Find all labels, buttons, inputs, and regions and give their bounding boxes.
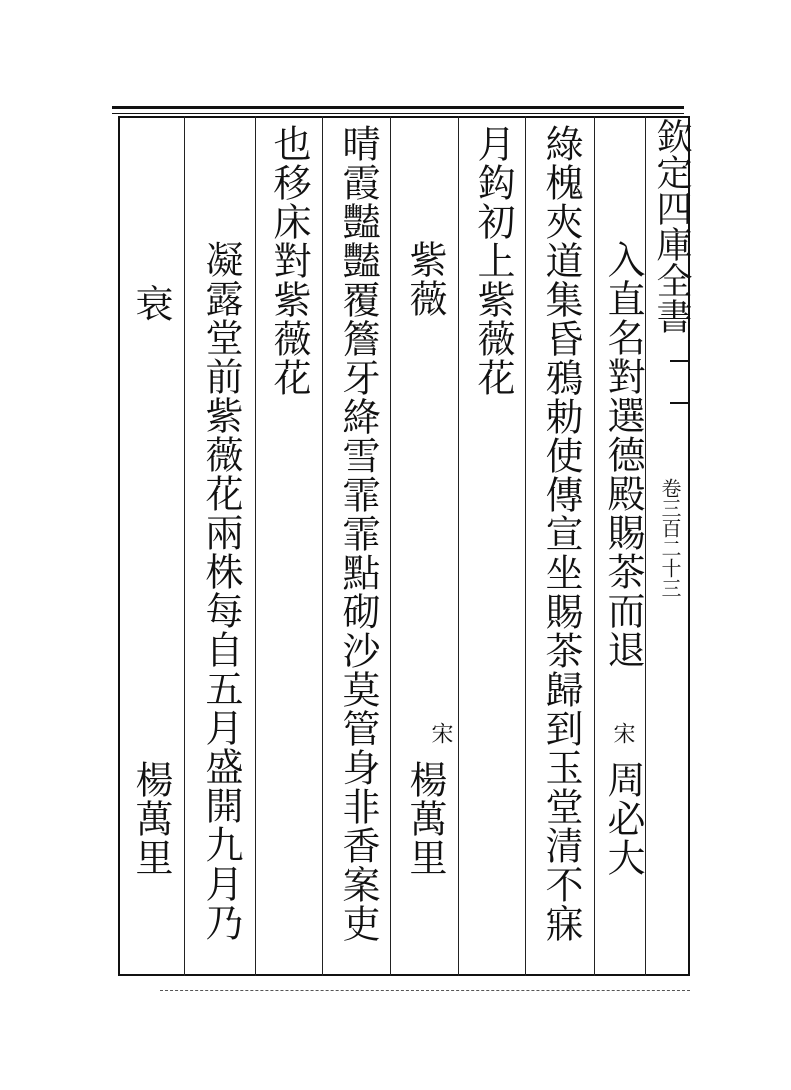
- scan-noise: [160, 990, 690, 997]
- book-title: 欽定四庫全書: [651, 118, 692, 334]
- fish-tail-mark: [670, 360, 690, 404]
- poem-line-1: 綠槐夾道集昏鴉勅使傳宣坐賜茶歸到玉堂清不寐: [539, 124, 583, 943]
- top-rule-thin: [112, 113, 684, 114]
- column-divider: [458, 116, 459, 976]
- author-2: 楊萬里: [403, 760, 447, 877]
- column-divider: [322, 116, 323, 976]
- poem-title-2: 紫薇: [403, 240, 447, 318]
- dynasty-1: 宋: [610, 722, 635, 745]
- poem-line-2: 月鈎初上紫薇花: [471, 124, 515, 397]
- column-divider: [255, 116, 256, 976]
- poem-preface-3: 凝露堂前紫薇花兩株每自五月盛開九月乃: [199, 240, 243, 942]
- poem-preface-3-end: 衰: [129, 284, 173, 323]
- top-rule: [112, 106, 684, 109]
- author-1: 周必大: [601, 760, 645, 877]
- column-divider: [594, 116, 595, 976]
- column-divider: [184, 116, 185, 976]
- column-divider: [390, 116, 391, 976]
- column-divider: [525, 116, 526, 976]
- poem-line-3: 晴霞豔豔覆簷牙絳雪霏霏點砌沙莫管身非香案吏: [336, 124, 380, 943]
- poem-line-4: 也移床對紫薇花: [267, 124, 311, 397]
- dynasty-2: 宋: [428, 722, 453, 745]
- juan-number: 卷三百二十三: [658, 478, 682, 598]
- author-3: 楊萬里: [129, 760, 173, 877]
- poem-title-1: 入直名對選德殿賜茶而退: [601, 240, 645, 669]
